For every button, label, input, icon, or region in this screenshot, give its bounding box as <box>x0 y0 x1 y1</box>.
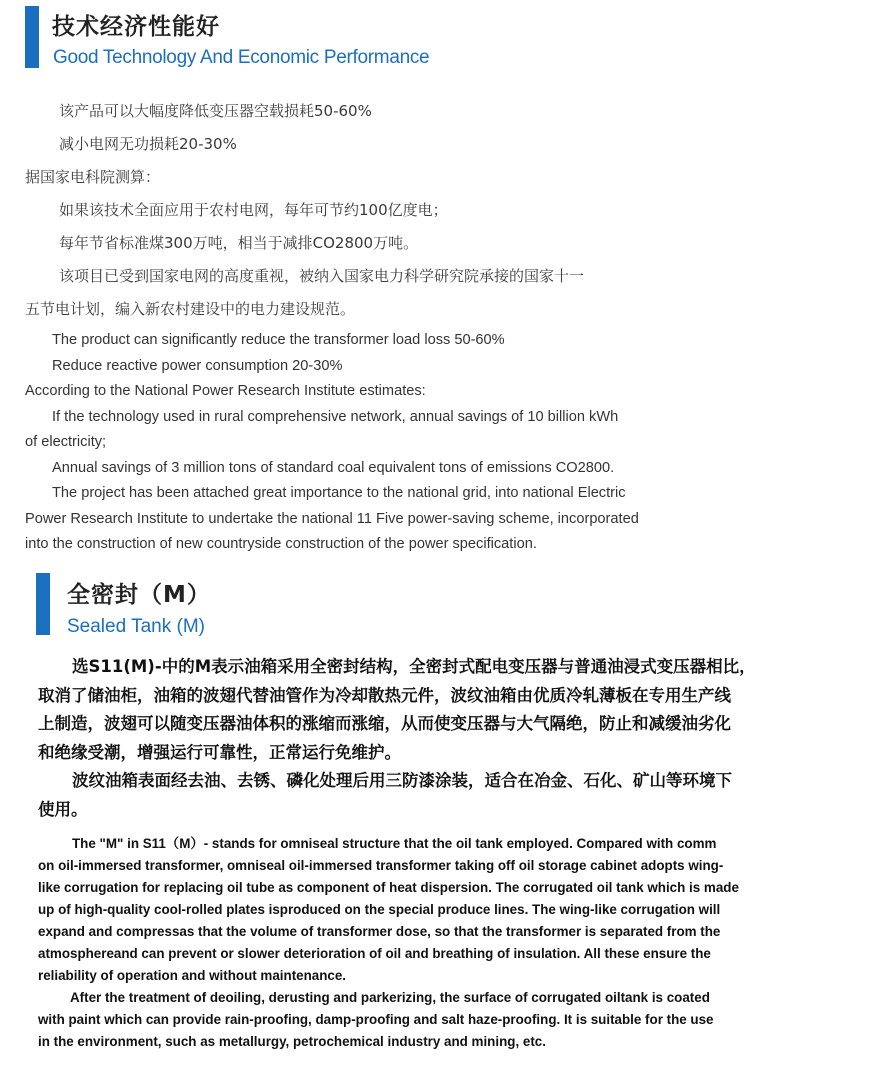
text-line: Power Research Institute to undertake the national 11 Five power-saving scheme, incorporated <box>25 510 639 527</box>
text-line: up of high-quality cool-rolled plates isproduced on the special produce lines. The wing-like corrugation will <box>38 902 721 917</box>
text-line: 上制造，波翅可以随变压器油体积的涨缩而涨缩，从而使变压器与大气隔绝，防止和减缓油劣化 <box>38 714 731 733</box>
text-line: atmosphereand can prevent or slower deterioration of oil and breathing of insulation. All these ensure the <box>38 946 711 961</box>
text-line: According to the National Power Research Institute estimates: <box>25 383 426 399</box>
section-title-zh: 技术经济性能好 <box>52 14 220 40</box>
text-line: The "M" in S11（M）- stands for omniseal structure that the oil tank employed. Compared with comm <box>72 836 717 851</box>
text-line: 使用。 <box>38 799 88 819</box>
section-title-en: Sealed Tank (M) <box>67 616 205 637</box>
text-line: 每年节省标准煤300万吨，相当于减排CO2800万吨。 <box>59 234 419 252</box>
text-line: 选S11(M)-中的M表示油箱采用全密封结构，全密封式配电变压器与普通油浸式变压器相比， <box>72 657 756 676</box>
text-line: After the treatment of deoiling, derusting and parkerizing, the surface of corrugated oiltank is coated <box>70 990 710 1005</box>
text-line: on oil-immersed transformer, omniseal oil-immersed transformer taking off oil storage cabinet adopts wing- <box>38 858 724 873</box>
performance-text-zh <box>25 95 725 326</box>
section-accent-bar <box>25 6 39 68</box>
text-line: with paint which can provide rain-proofing, damp-proofing and salt haze-proofing. It is suitable for the use <box>38 1012 714 1027</box>
text-line: Reduce reactive power consumption 20-30% <box>52 357 343 374</box>
text-line: The project has been attached great importance to the national grid, into national Electric <box>52 485 626 501</box>
text-line: reliability of operation and without maintenance. <box>38 968 347 983</box>
text-line: 如果该技术全面应用于农村电网，每年可节约100亿度电； <box>59 201 448 219</box>
text-line: into the construction of new countryside construction of the power specification. <box>25 536 537 552</box>
text-line: If the technology used in rural comprehensive network, annual savings of 10 billion kWh <box>52 408 619 425</box>
sealed-tank-text-zh <box>38 653 838 824</box>
text-line: in the environment, such as metallurgy, petrochemical industry and mining, etc. <box>38 1034 546 1049</box>
performance-text-en <box>25 328 725 558</box>
sealed-tank-text-en <box>38 833 838 1053</box>
text-line: 该产品可以大幅度降低变压器空载损耗50-60% <box>59 102 372 120</box>
text-line: 波纹油箱表面经去油、去锈、磷化处理后用三防漆涂装，适合在冶金、石化、矿山等环境下 <box>72 771 732 790</box>
section-accent-bar <box>36 573 50 635</box>
text-line: 五节电计划，编入新农村建设中的电力建设规范。 <box>25 300 356 318</box>
text-line: 取消了储油柜，油箱的波翅代替油管作为冷却散热元件，波纹油箱由优质冷轧薄板在专用生产线 <box>38 685 731 705</box>
text-line: expand and compressas that the volume of transformer dose, so that the transformer is separated from the <box>38 924 721 939</box>
text-line: Annual savings of 3 million tons of standard coal equivalent tons of emissions CO2800. <box>52 459 615 476</box>
text-line: 该项目已受到国家电网的高度重视，被纳入国家电力科学研究院承接的国家十一 <box>59 267 585 285</box>
text-line: like corrugation for replacing oil tube as component of heat dispersion. The corrugated oil tank which is made <box>38 880 739 895</box>
text-line: of electricity; <box>25 434 107 450</box>
text-line: 据国家电科院测算： <box>25 168 161 186</box>
text-line: 和绝缘受潮，增强运行可靠性，正常运行免维护。 <box>38 742 401 762</box>
text-line: The product can significantly reduce the transformer load loss 50-60% <box>52 332 505 348</box>
section-title-zh: 全密封（M） <box>67 582 211 608</box>
text-line: 减小电网无功损耗20-30% <box>59 135 237 153</box>
section-title-en: Good Technology And Economic Performance <box>53 47 430 68</box>
